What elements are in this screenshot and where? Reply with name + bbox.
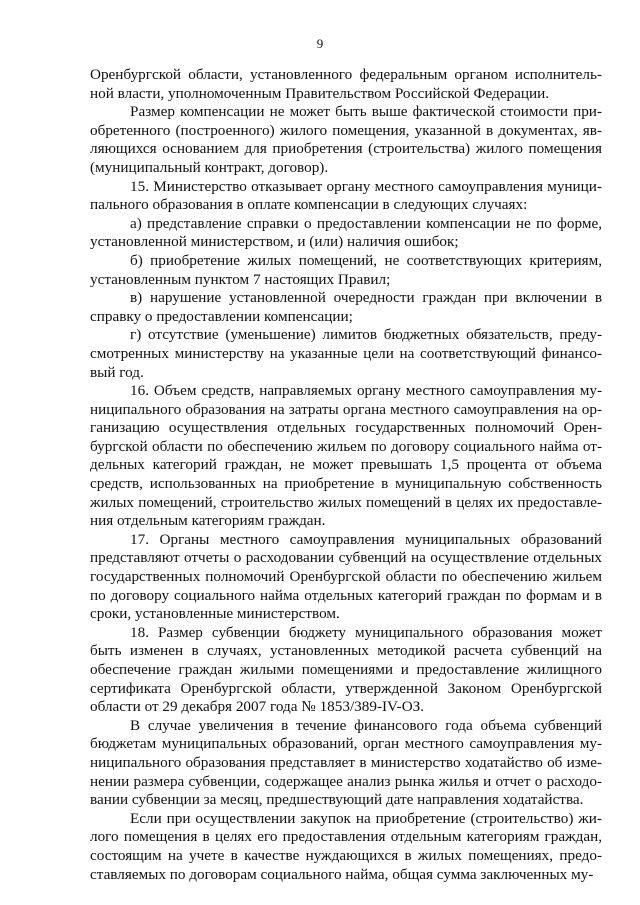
paragraph: Оренбургской области, установленного федеральным органом исполнительной власти, уполномоченным Правительством Российской Федерации.: [90, 66, 602, 102]
page-number: 9: [316, 36, 324, 51]
paragraph: 15. Министерство отказывает органу местного самоуправления муниципального образования в оплате компенсации в следующих случаях:: [90, 177, 602, 214]
paragraph: в) нарушение установленной очередности граждан при включении в справку о предоставлении компенсации;: [90, 289, 602, 325]
document-body: [90, 66, 602, 884]
paragraph: а) представление справки о предоставлении компенсации не по форме, установленной министерством, и (или) наличия ошибок;: [90, 214, 602, 251]
paragraph: В случае увеличения в течение финансового года объема субвенций бюджетам муниципальных образований, орган местного самоуправления муниципального образования представляет в министерство ходатайство об изменении размера субвенции, содержащее анализ рынка жилья и отчет о расходовании субвенции за месяц, предшествующий дате направления ходатайства.: [90, 716, 602, 809]
paragraph: 17. Органы местного самоуправления муниципальных образований представляют отчеты о расходовании субвенций на осуществление отдельных государственных полномочий Оренбургской области по обеспечению жильем по договору социального найма отдельных категорий граждан по формам и в сроки, установленные министерством.: [90, 530, 602, 623]
paragraph: 18. Размер субвенции бюджету муниципального образования может быть изменен в случаях, установленных методикой расчета субвенций на обеспечение граждан жилыми помещениями и предоставление жилищного сертификата Оренбургской области, утвержденной Законом Оренбургской области от 29 декабря 2007 года № 1853/389-IV-ОЗ.: [90, 623, 602, 716]
paragraph: б) приобретение жилых помещений, не соответствующих критериям, установленным пунктом 7 настоящих Правил;: [90, 251, 602, 288]
paragraph: Размер компенсации не может быть выше фактической стоимости приобретенного (построенного) жилого помещения, указанной в документах, являющихся основанием для приобретения (строительства) жилого помещения (муниципальный контракт, договор).: [90, 103, 602, 176]
paragraph: г) отсутствие (уменьшение) лимитов бюджетных обязательств, предусмотренных министерству на указанные цели на соответствующий финансовый год.: [90, 326, 602, 381]
paragraph: 16. Объем средств, направляемых органу местного самоуправления муниципального образования на затраты органа местного самоуправления на организацию осуществления отдельных государственных полномочий Оренбургской области по обеспечению жильем по договору социального найма отдельных категорий граждан, не может превышать 1,5 процента от объема средств, использованных на приобретение в муниципальную собственность жилых помещений, строительство жилых помещений в целях их предоставления отдельным категориям граждан.: [90, 382, 602, 530]
paragraph: Если при осуществлении закупок на приобретение (строительство) жилого помещения в целях его предоставления отдельным категориям граждан, состоящим на учете в качестве нуждающихся в жилых помещениях, предоставляемых по договорам социального найма, общая сумма заключенных му-: [90, 809, 602, 883]
